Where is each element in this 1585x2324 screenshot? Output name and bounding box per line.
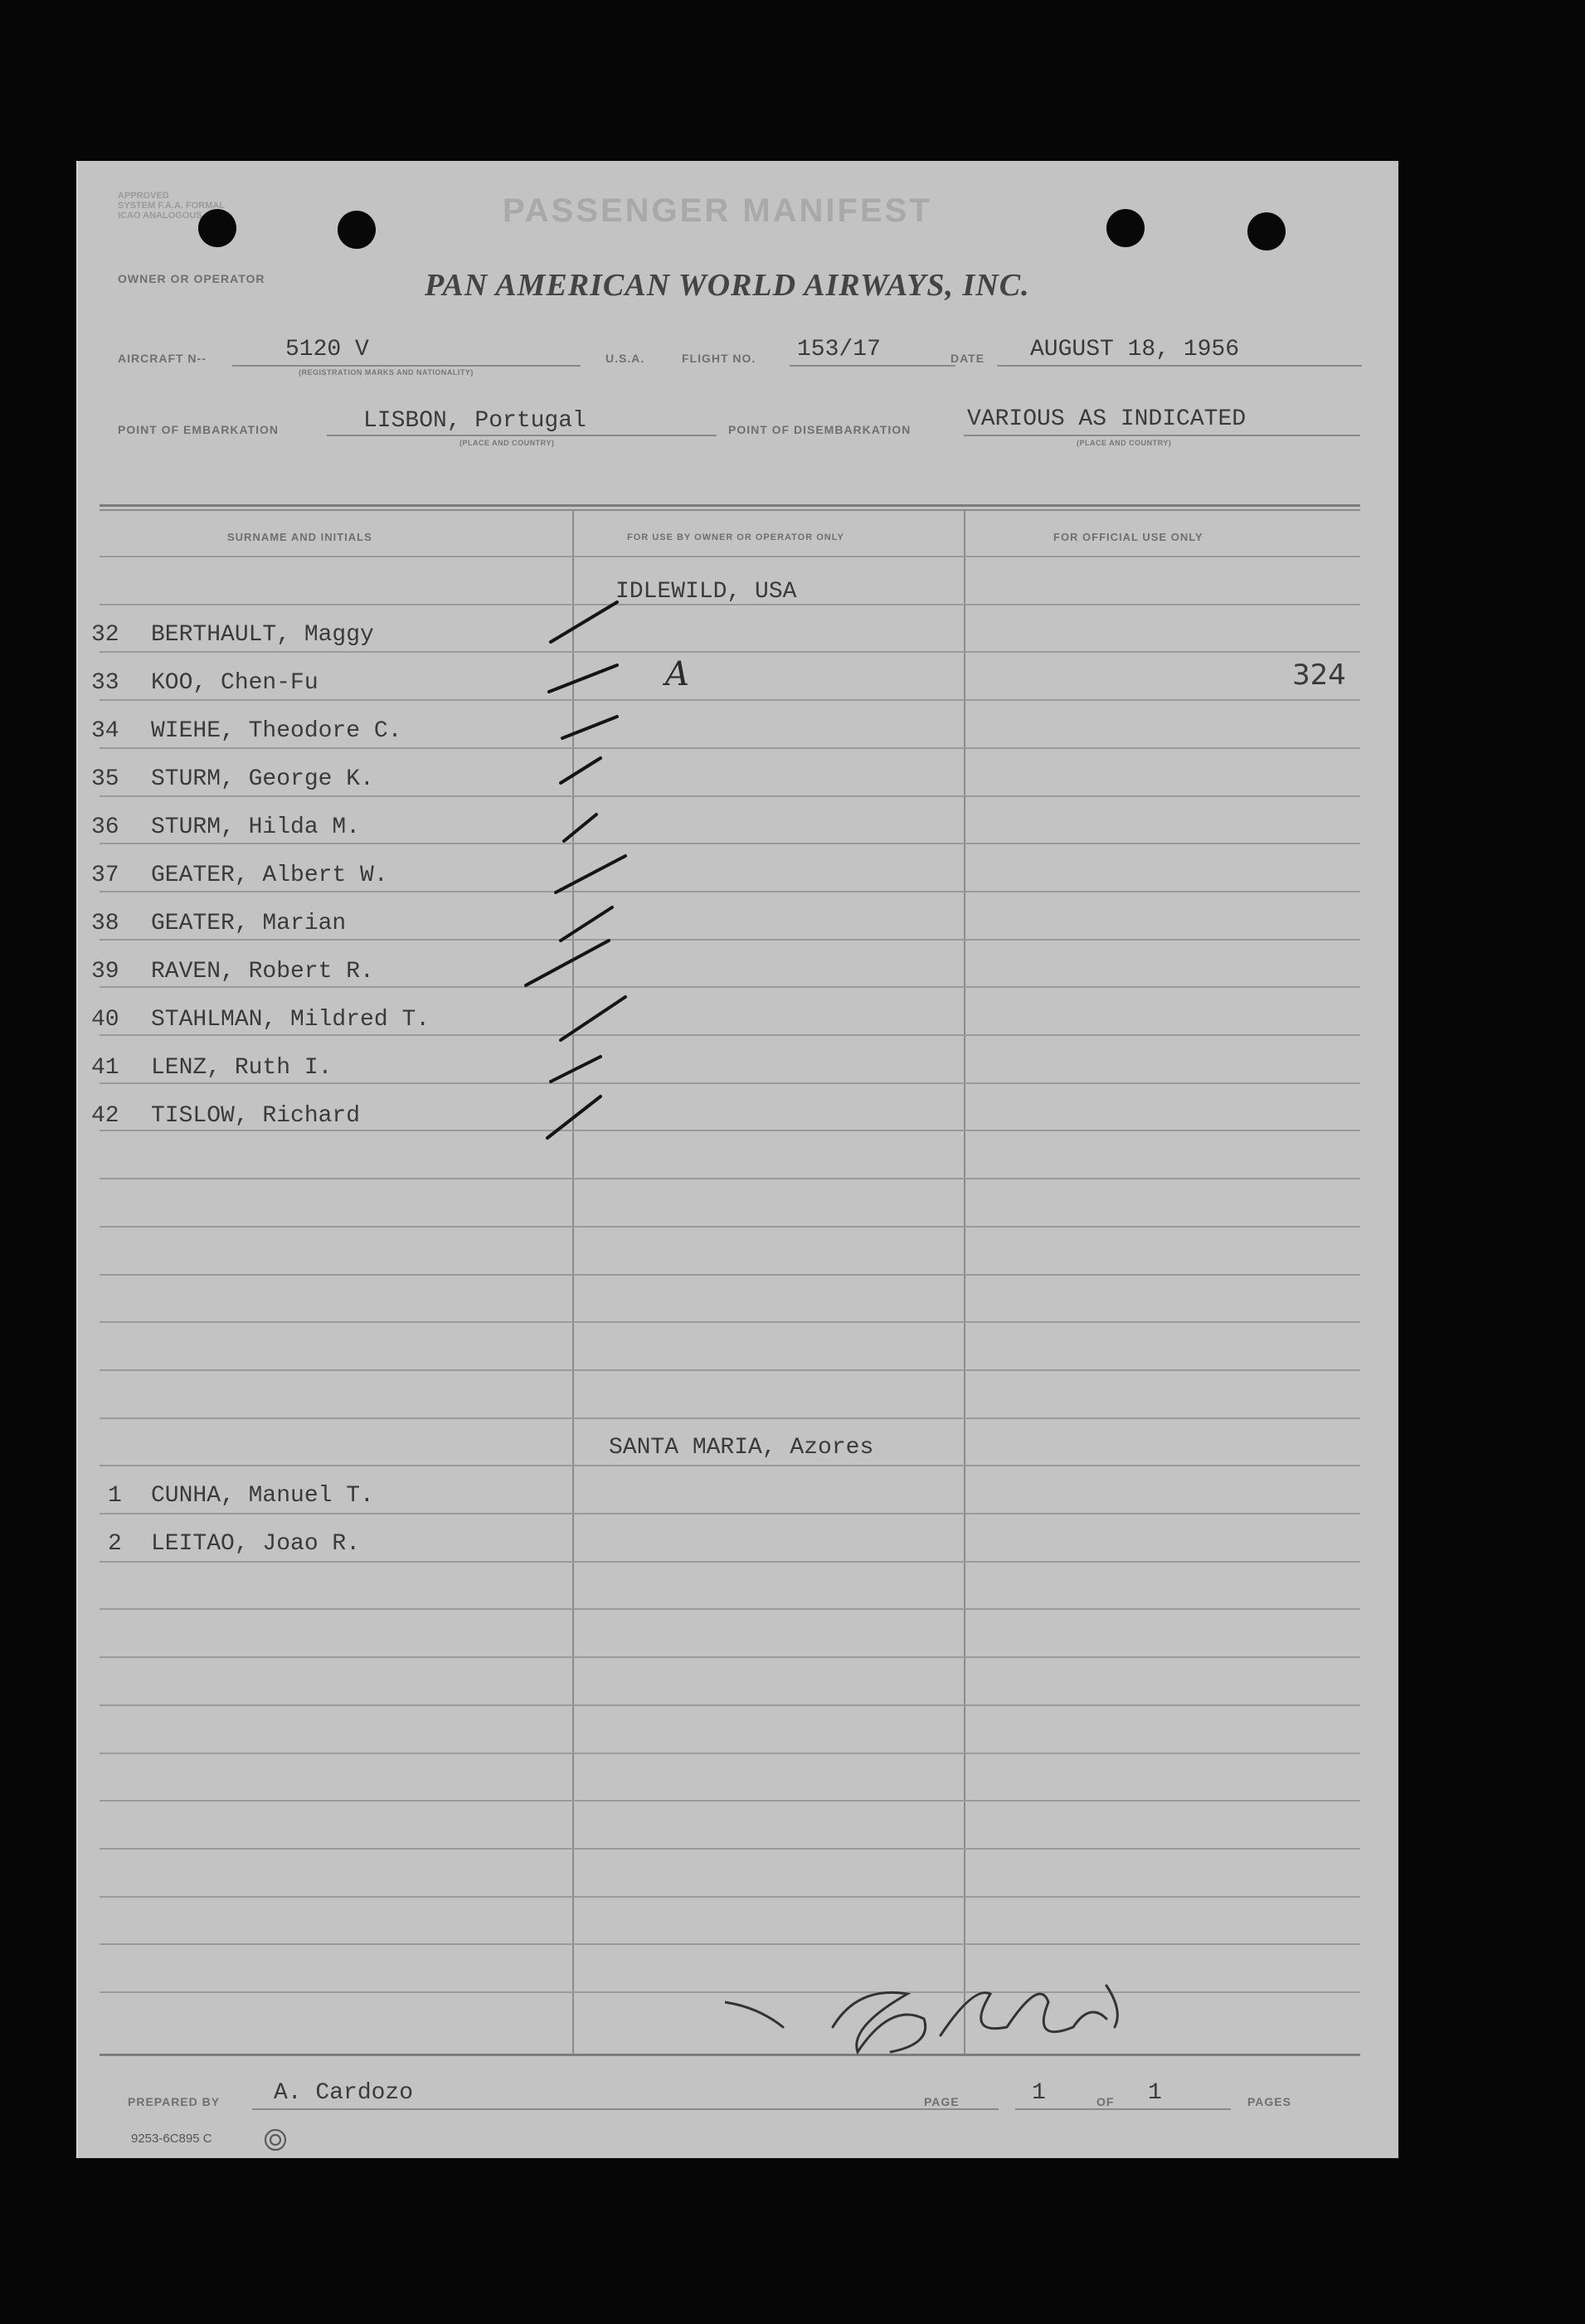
- check-mark: [556, 856, 625, 892]
- row-rule: [100, 1417, 1360, 1419]
- passenger-name: WIEHE, Theodore C.: [151, 718, 402, 744]
- passenger-number: 40: [91, 1007, 119, 1033]
- punch-hole: [1106, 209, 1145, 247]
- pages-label: PAGES: [1247, 2095, 1291, 2108]
- page-value: 1: [1032, 2080, 1046, 2106]
- row-rule: [100, 1704, 1360, 1706]
- passenger-number: 35: [91, 766, 119, 792]
- check-mark: [561, 758, 600, 783]
- passenger-number: 34: [91, 718, 119, 744]
- passenger-name: GEATER, Albert W.: [151, 863, 388, 888]
- usa-label: U.S.A.: [605, 352, 645, 365]
- check-mark: [561, 907, 612, 941]
- passenger-number: 2: [108, 1531, 122, 1557]
- row-rule: [100, 1369, 1360, 1371]
- disembarkation-value: VARIOUS AS INDICATED: [967, 406, 1247, 432]
- page-underline: [1015, 2108, 1231, 2110]
- row-rule: [100, 1656, 1360, 1658]
- check-mark: [551, 1057, 600, 1082]
- union-label-icon: [262, 2127, 289, 2153]
- passenger-name: STURM, George K.: [151, 766, 374, 792]
- punch-hole: [338, 211, 376, 249]
- disembarkation-label: POINT OF DISEMBARKATION: [728, 423, 912, 436]
- approval-stamp-line: APPROVED: [118, 191, 169, 201]
- embarkation-value: LISBON, Portugal: [363, 408, 586, 434]
- of-value: 1: [1148, 2080, 1162, 2106]
- passenger-name: RAVEN, Robert R.: [151, 959, 374, 985]
- passenger-name: STAHLMAN, Mildred T.: [151, 1007, 430, 1033]
- table-top-rule: [100, 504, 1360, 507]
- passenger-number: 32: [91, 622, 119, 648]
- date-value: AUGUST 18, 1956: [1030, 337, 1240, 362]
- prepared-by-underline: [252, 2108, 999, 2110]
- owner-label: OWNER OR OPERATOR: [118, 272, 265, 285]
- page-label: PAGE: [924, 2095, 960, 2108]
- passenger-number: 37: [91, 863, 119, 888]
- column-divider: [964, 511, 965, 2054]
- row-rule: [100, 1608, 1360, 1610]
- prepared-by-value: A. Cardozo: [274, 2080, 414, 2106]
- owner-value: PAN AMERICAN WORLD AIRWAYS, INC.: [425, 268, 1030, 303]
- check-mark: [562, 717, 617, 738]
- passenger-name: GEATER, Marian: [151, 911, 347, 936]
- embarkation-sublabel: (PLACE AND COUNTRY): [459, 439, 555, 447]
- flight-underline: [790, 365, 955, 367]
- flight-value: 153/17: [797, 337, 881, 362]
- row-rule: [100, 1561, 1360, 1563]
- check-mark: [547, 1096, 600, 1138]
- date-underline: [997, 365, 1362, 367]
- passenger-name: TISLOW, Richard: [151, 1103, 361, 1129]
- check-mark: [564, 814, 596, 841]
- check-mark: [526, 941, 609, 985]
- passenger-name: KOO, Chen-Fu: [151, 670, 318, 696]
- row-rule: [100, 1800, 1360, 1801]
- form-number: 9253-6C895 C: [131, 2132, 212, 2146]
- passenger-number: 42: [91, 1103, 119, 1129]
- prepared-by-label: PREPARED BY: [128, 2095, 221, 2108]
- row-rule: [100, 1896, 1360, 1898]
- row-rule: [100, 1513, 1360, 1514]
- passenger-name: LENZ, Ruth I.: [151, 1055, 333, 1081]
- row-rule: [100, 1321, 1360, 1323]
- aircraft-underline: [232, 365, 581, 367]
- column-header-official: FOR OFFICIAL USE ONLY: [1053, 531, 1203, 543]
- signature: [725, 1969, 1156, 2069]
- punch-hole: [1247, 212, 1286, 250]
- approval-stamp-line: ICAO ANALOGOUS: [118, 211, 202, 221]
- disembarkation-sublabel: (PLACE AND COUNTRY): [1077, 439, 1172, 447]
- passenger-number: 1: [108, 1483, 122, 1509]
- manifest-sheet: [76, 161, 1398, 2158]
- passenger-number: 38: [91, 911, 119, 936]
- passenger-number: 39: [91, 959, 119, 985]
- passenger-name: CUNHA, Manuel T.: [151, 1483, 374, 1509]
- row-rule: [100, 1465, 1360, 1466]
- check-mark: [561, 997, 625, 1040]
- row-rule: [100, 1848, 1360, 1850]
- page-title: PASSENGER MANIFEST: [503, 192, 932, 229]
- passenger-number: 41: [91, 1055, 119, 1081]
- embarkation-label: POINT OF EMBARKATION: [118, 423, 279, 436]
- check-marks: [493, 592, 758, 1305]
- row-rule: [100, 1943, 1360, 1945]
- aircraft-value: 5120 V: [285, 337, 369, 362]
- table-top-rule: [100, 509, 1360, 511]
- date-label: DATE: [951, 352, 985, 365]
- row-rule: [100, 556, 1360, 557]
- approval-stamp: [118, 191, 225, 221]
- column-header-operator: FOR USE BY OWNER OR OPERATOR ONLY: [627, 532, 844, 542]
- column-header-name: SURNAME AND INITIALS: [227, 531, 372, 543]
- destination-heading: SANTA MARIA, Azores: [609, 1435, 874, 1461]
- flight-label: FLIGHT NO.: [682, 352, 756, 365]
- check-mark: [551, 602, 617, 642]
- passenger-number: 36: [91, 814, 119, 840]
- disembarkation-underline: [964, 435, 1360, 436]
- passenger-name: BERTHAULT, Maggy: [151, 622, 374, 648]
- row-rule: [100, 1753, 1360, 1754]
- of-label: OF: [1096, 2095, 1115, 2108]
- approval-stamp-line: SYSTEM F.A.A. FORMAL: [118, 201, 225, 211]
- operator-note: A: [665, 655, 689, 693]
- passenger-name: LEITAO, Joao R.: [151, 1531, 361, 1557]
- aircraft-label: AIRCRAFT N--: [118, 352, 207, 365]
- check-mark: [549, 665, 617, 692]
- passenger-number: 33: [91, 670, 119, 696]
- aircraft-sublabel: (REGISTRATION MARKS AND NATIONALITY): [299, 368, 474, 377]
- official-note: 324: [1292, 659, 1346, 692]
- passenger-name: STURM, Hilda M.: [151, 814, 361, 840]
- destination-heading: IDLEWILD, USA: [615, 579, 797, 605]
- embarkation-underline: [327, 435, 717, 436]
